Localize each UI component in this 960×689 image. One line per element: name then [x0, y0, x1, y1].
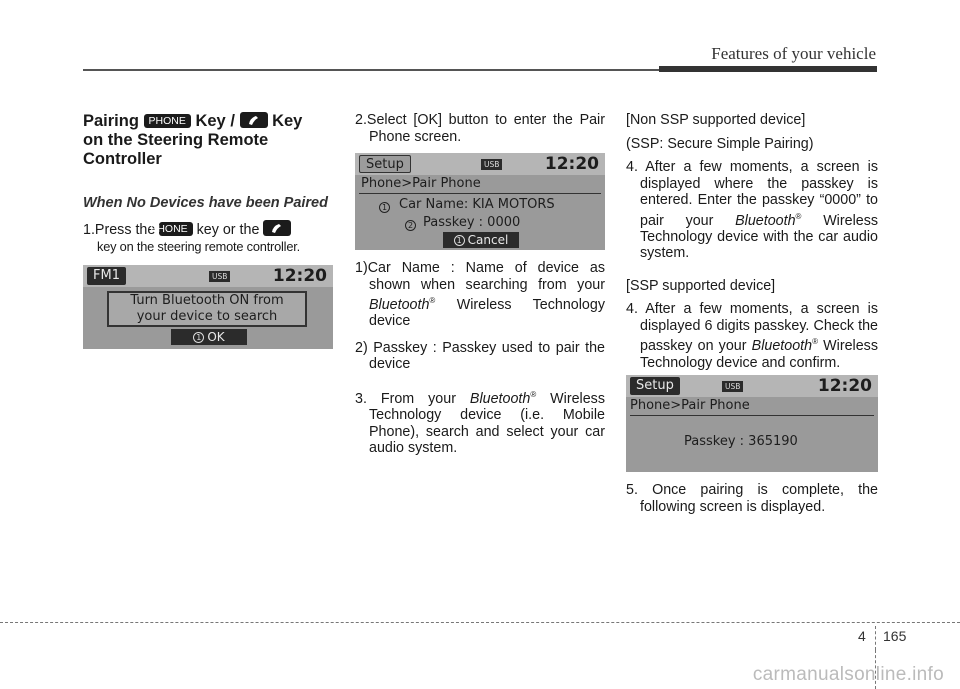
step-5: 5. Once pairing is complete, the following screen is displayed.	[626, 482, 878, 515]
step-4-ssp: 4. After a few moments, a screen is displayed 6 digits passkey. Check the passkey on your Bluetooth® Wireless Technology device and confirm.	[626, 301, 878, 371]
callout-marker: 2	[405, 217, 419, 234]
screen-passkey: Passkey : 365190	[684, 434, 798, 450]
chapter-number: 4	[858, 628, 866, 644]
phone-key-badge: PHONE	[159, 222, 192, 236]
footer-rule	[0, 622, 960, 623]
usb-icon: USB	[481, 159, 502, 170]
watermark: carmanualsonline.info	[752, 664, 944, 685]
screen-pair-phone	[355, 153, 605, 250]
number-one-icon: 1	[193, 332, 204, 343]
screen-tab-label: Setup	[359, 155, 411, 173]
non-ssp-heading: [Non SSP supported device]	[626, 112, 806, 128]
section-subtitle: When No Devices have been Paired	[83, 195, 328, 211]
number-one-icon: 1	[454, 235, 465, 246]
screen-cancel-button: 1 Cancel	[443, 232, 519, 248]
screen-ok-button: 1 OK	[171, 329, 247, 345]
ssp-definition: (SSP: Secure Simple Pairing)	[626, 135, 814, 152]
usb-icon: USB	[722, 381, 743, 392]
screen-car-name: Car Name: KIA MOTORS	[399, 197, 555, 212]
screen-tab-label: FM1	[87, 267, 126, 285]
footer-separator	[875, 626, 876, 650]
item-passkey: 2) Passkey : Passkey used to pair the device	[355, 339, 605, 373]
section-title: Pairing PHONE Key / Key on the Steering Remote Controller	[83, 112, 303, 168]
screen-tab-label: Setup	[630, 377, 680, 395]
screen-path: Phone>Pair Phone	[361, 176, 481, 191]
step-1: 1.Press the PHONE key or the key on the steering remote controller.	[83, 222, 300, 254]
step-2: 2.Select [OK] button to enter the Pair Phone screen.	[355, 112, 605, 145]
column-right	[626, 112, 878, 525]
header-rule-accent	[659, 66, 877, 72]
step-4-non-ssp: 4. After a few moments, a screen is displayed where the passkey is entered. Enter the passkey “0000” to pair your Bluetooth® Wireless Technology device with the car audio system.	[626, 159, 878, 262]
column-middle	[355, 112, 605, 467]
screen-message-line: Turn Bluetooth ON from	[130, 293, 284, 308]
screen-path: Phone>Pair Phone	[630, 398, 750, 414]
item-car-name: 1)Car Name : Name of device as shown when searching from your Bluetooth® Wireless Technology device	[355, 260, 605, 330]
usb-icon: USB	[209, 271, 230, 282]
ssp-heading: [SSP supported device]	[626, 277, 776, 294]
clock-display: 12:20	[544, 154, 599, 174]
screen-bluetooth-off	[83, 265, 333, 349]
page-number: 165	[883, 628, 907, 644]
header-title: Features of your vehicle	[711, 44, 876, 63]
clock-display: 12:20	[817, 376, 872, 397]
call-key-icon	[240, 112, 268, 128]
column-left	[83, 112, 333, 359]
callout-marker: 1	[379, 199, 393, 216]
screen-ssp-passkey	[626, 375, 878, 472]
clock-display: 12:20	[272, 266, 327, 286]
step-3: 3. From your Bluetooth® Wireless Technology device (i.e. Mobile Phone), search and select your car audio system.	[355, 389, 605, 457]
call-key-icon	[263, 220, 291, 236]
screen-message-line: your device to search	[136, 309, 278, 324]
screen-passkey: Passkey : 0000	[423, 215, 521, 230]
phone-key-badge: PHONE	[144, 114, 191, 128]
